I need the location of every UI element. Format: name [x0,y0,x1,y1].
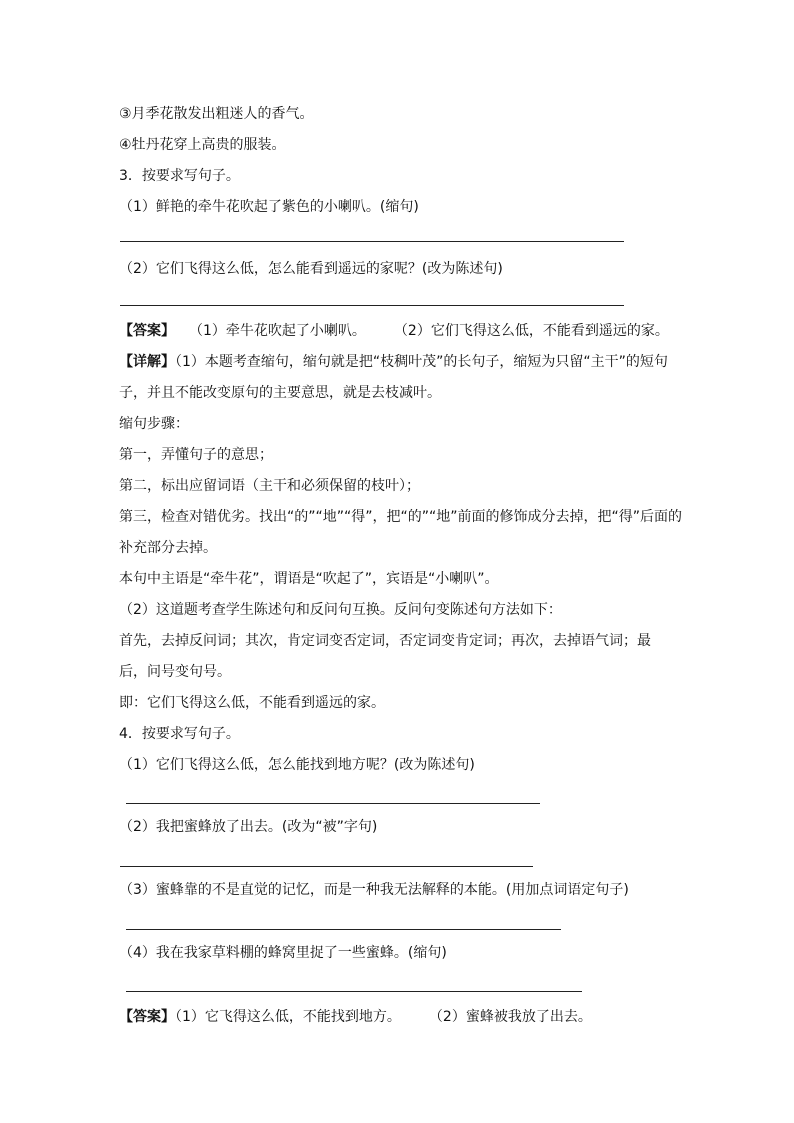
answer-line [119,1008,592,1026]
explanation-label: 【详解】 [119,354,175,370]
explanation-text: 本句中主语是“牵牛花”，谓语是“吹起了”，宾语是“小喇叭”。 [119,571,499,587]
question-4-part-3: （3）蜜蜂靠的不是直觉的记忆，而是一种我无法解释的本能。(用加点词语定句子) [119,882,629,898]
explanation-line [119,353,668,371]
explanation-text: 第二，标出应留词语（主干和必须保留的枝叶）； [119,478,420,494]
answer-blank-line [126,991,582,992]
explanation-text: 第三，检查对错优劣。找出“的”“地”“得”，把“的”“地”前面的修饰成分去掉，把“得”后面的 [119,509,683,525]
question-4-part-1: （1）它们飞得这么低，怎么能找到地方呢？(改为陈述句) [119,757,475,773]
answer-label: 【答案】 [119,1009,175,1025]
answer-blank-line [126,803,540,804]
answer-part-2: （2）它们飞得这么低，不能看到遥远的家。 [393,323,669,339]
answer-blank-line [126,929,561,930]
question-3-heading: 3．按要求写句子。 [119,168,240,184]
answer-blank-line [120,305,624,306]
answer-blank-line [120,866,533,867]
question-3-part-2: （2）它们飞得这么低，怎么能看到遥远的家呢？(改为陈述句) [119,261,503,277]
explanation-text: 补充部分去掉。 [119,540,217,556]
question-4-heading: 4．按要求写句子。 [119,726,240,742]
option-4-text: ④牡丹花穿上高贵的服装。 [119,137,286,153]
question-3-part-1: （1）鲜艳的牵牛花吹起了紫色的小喇叭。(缩句) [119,199,419,215]
question-4-part-4: （4）我在我家草料棚的蜂窝里捉了一些蜜蜂。(缩句) [119,945,447,961]
explanation-text: （1）本题考查缩句，缩句就是把“枝稠叶茂”的长句子，缩短为只留“主干”的短句 [175,354,668,370]
answer-blank-line [120,241,624,242]
explanation-text: （2）这道题考查学生陈述句和反问句互换。反问句变陈述句方法如下： [119,602,562,618]
explanation-text: 第一，弄懂句子的意思； [119,447,273,463]
explanation-text: 即：它们飞得这么低，不能看到遥远的家。 [119,695,385,711]
explanation-text: 后，问号变句号。 [119,664,231,680]
answer-line [119,322,669,340]
explanation-text: 缩句步骤： [119,416,189,432]
answer-part-1: （1）它飞得这么低，不能找到地方。 [175,1009,401,1025]
answer-label: 【答案】 [119,323,175,339]
answer-part-1: （1）牵牛花吹起了小喇叭。 [189,323,366,339]
explanation-text: 子，并且不能改变原句的主要意思，就是去枝减叶。 [119,385,441,401]
question-4-part-2: （2）我把蜜蜂放了出去。(改为“被”字句) [119,819,378,835]
explanation-text: 首先，去掉反问词；其次，肯定词变否定词，否定词变肯定词；再次，去掉语气词；最 [119,633,651,649]
answer-part-2: （2）蜜蜂被我放了出去。 [428,1009,592,1025]
option-3-text: ③月季花散发出粗迷人的香气。 [119,106,314,122]
